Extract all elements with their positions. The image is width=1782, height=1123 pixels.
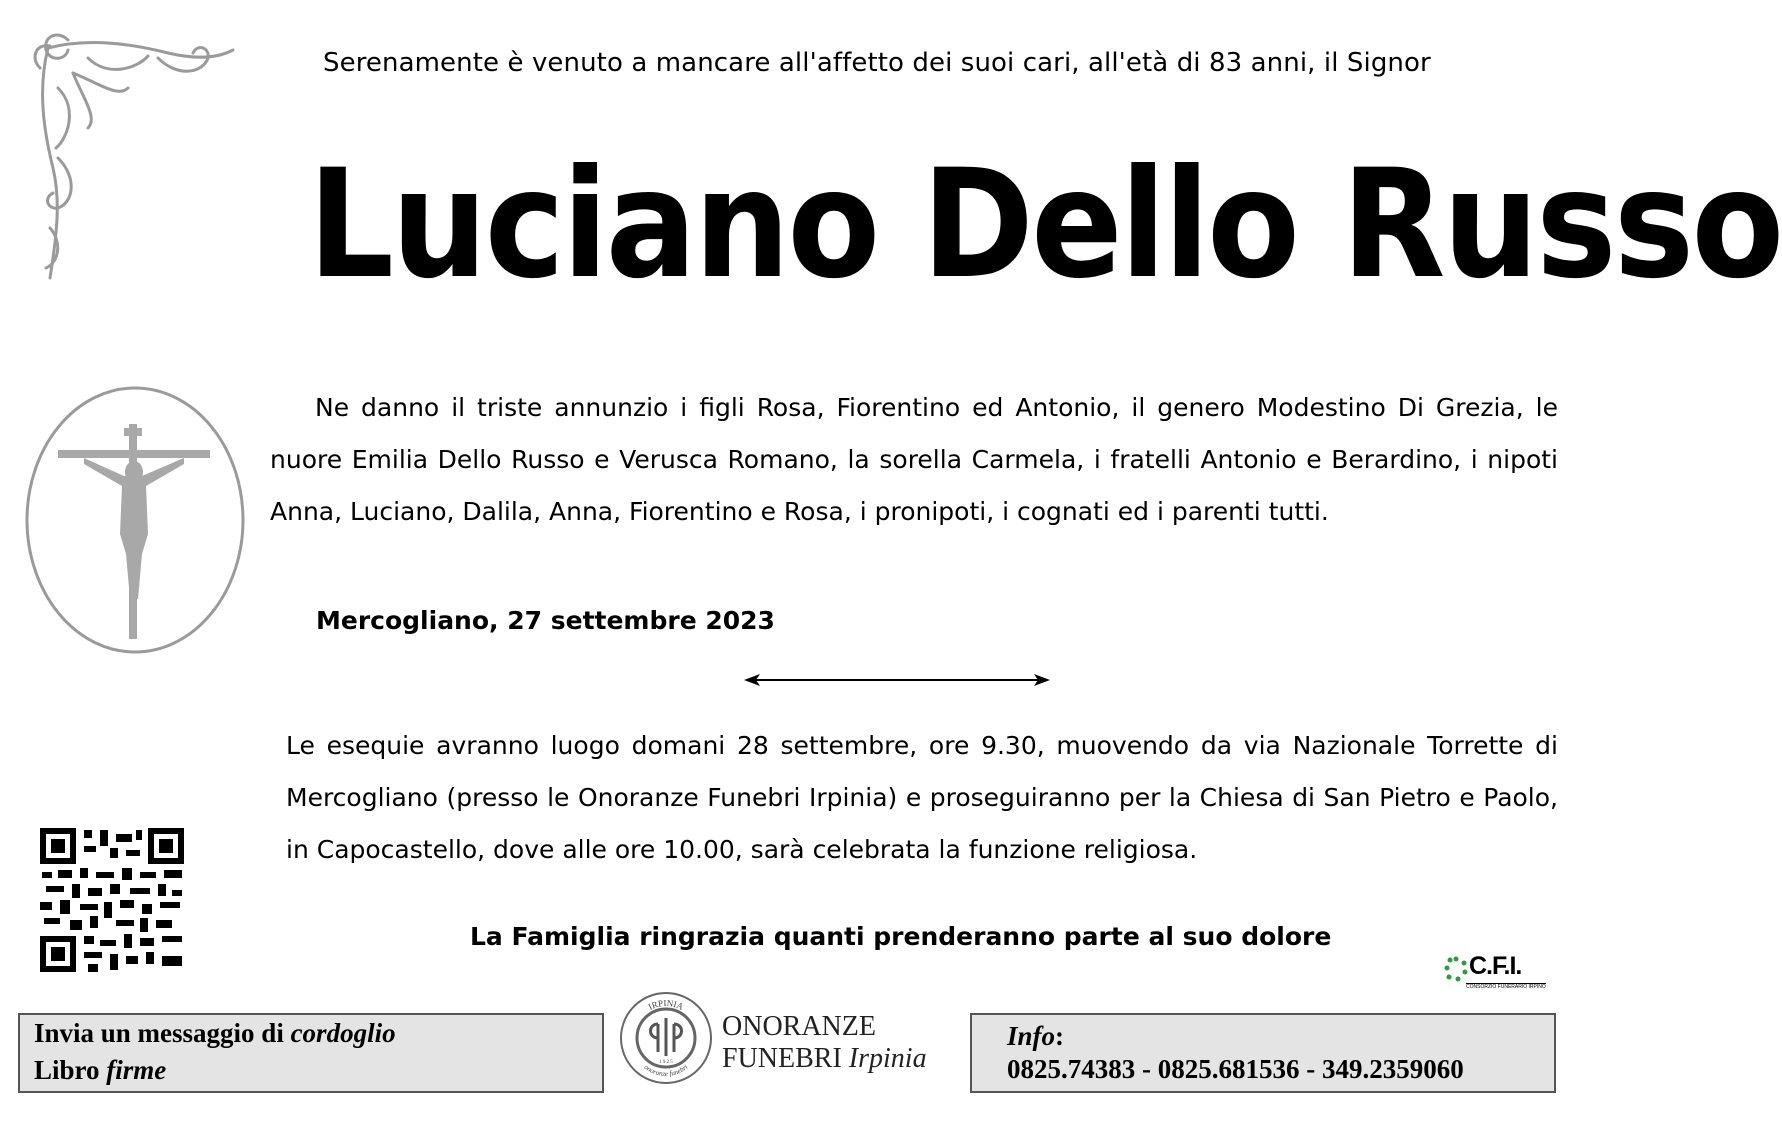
info-label (1007, 1021, 1064, 1052)
funeral-home-line2-italic: Irpinia (848, 1043, 927, 1074)
thanks-text: La Famiglia ringrazia quanti prenderanno parte al suo dolore (470, 922, 1332, 951)
seal-year: 1 9 2 5 (659, 1060, 673, 1065)
deceased-name: Luciano Dello Russo (308, 138, 1782, 312)
funeral-home-line2 (722, 1043, 927, 1075)
guestbook-link[interactable] (34, 1055, 166, 1086)
seal-ring-bottom: onoranze funebri (642, 1063, 690, 1079)
guestbook-italic: firme (106, 1055, 167, 1085)
info-label-text: Info (1007, 1021, 1056, 1051)
cfi-logo-subtitle: CONSORZIO FUNERARIO IRPINO (1466, 984, 1546, 990)
condolence-box[interactable] (18, 1013, 604, 1093)
funeral-info-text: Le esequie avranno luogo domani 28 settembre, ore 9.30, muovendo da via Nazionale Torrette di Mercogliano (presso le Onoranze Funebri Irpinia) e proseguiranno per la Chiesa di San Pietro e Paolo, in Capocastello, dove alle ore 10.00, sarà celebrata la funzione religiosa. (286, 731, 1558, 864)
cfi-dots-icon (1444, 956, 1468, 982)
funeral-home-name (722, 1011, 927, 1075)
funeral-home-seal-icon (618, 990, 714, 1086)
info-box (970, 1013, 1556, 1093)
funeral-home-line2-prefix: FUNEBRI (722, 1043, 849, 1074)
qr-code[interactable] (40, 828, 184, 972)
corner-ornament-icon (28, 28, 238, 288)
double-arrow-divider (742, 670, 1052, 690)
intro-text: Serenamente è venuto a mancare all'affetto dei suoi cari, all'età di 83 anni, il Signor (323, 48, 1431, 78)
guestbook-prefix: Libro (34, 1055, 107, 1085)
condolence-italic: cordoglio (290, 1018, 396, 1048)
announcement-text: Ne danno il triste annunzio i figli Rosa, Fiorentino ed Antonio, il genero Modestino Di Grezia, le nuore Emilia Dello Russo e Verusca Romano, la sorella Carmela, i fratelli Antonio e Berardino, i nipoti Anna, Luciano, Dalila, Anna, Fiorentino e Rosa, i pronipoti, i cognati ed i parenti tutti. (270, 393, 1558, 526)
condolence-prefix: Invia un messaggio di (34, 1018, 291, 1048)
funeral-home-line1: ONORANZE (722, 1011, 876, 1042)
crucifix-icon (24, 384, 246, 656)
place-date: Mercogliano, 27 settembre 2023 (316, 606, 775, 635)
condolence-link[interactable] (34, 1018, 396, 1049)
info-label-colon: : (1055, 1021, 1065, 1051)
cfi-logo-text: C.F.I. (1469, 952, 1522, 980)
info-phones[interactable]: 0825.74383 - 0825.681536 - 349.2359060 (1007, 1054, 1464, 1084)
seal-ring-top: IRPINIA (646, 997, 686, 1012)
